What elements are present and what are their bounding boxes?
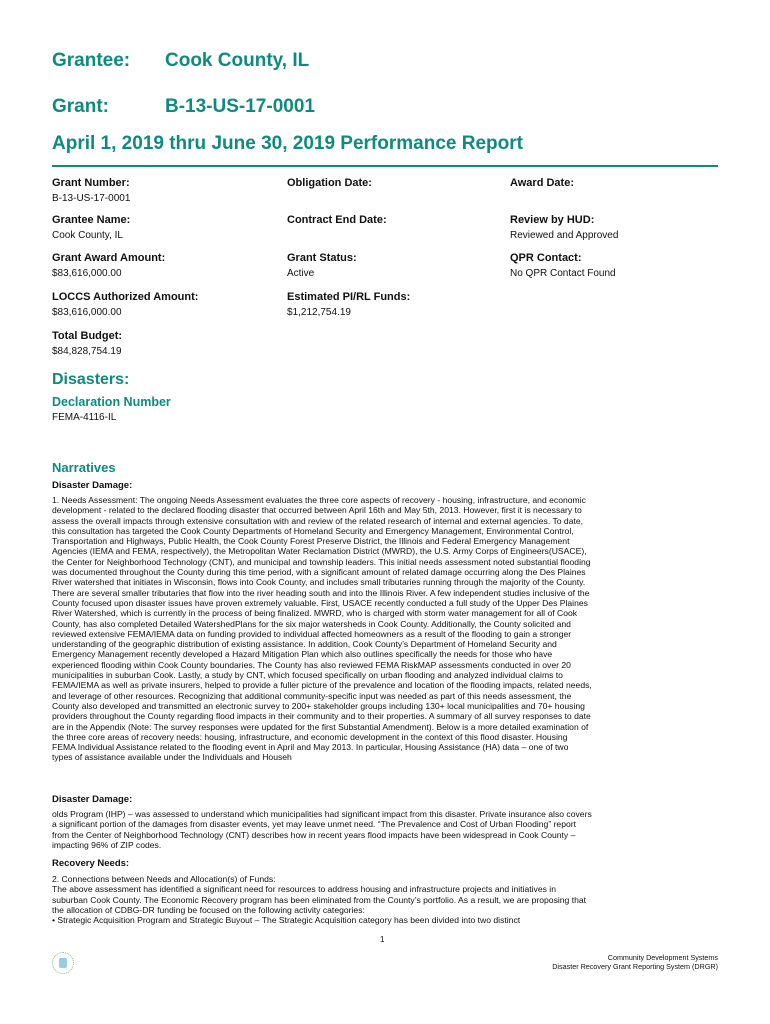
report-title: April 1, 2019 thru June 30, 2019 Performance Report [52, 133, 523, 154]
grant-status-label: Grant Status: [287, 252, 357, 264]
grant-number-value: B-13-US-17-0001 [52, 193, 131, 204]
total-budget-label: Total Budget: [52, 330, 123, 342]
award-date-label: Award Date: [510, 177, 574, 189]
contract-end-date-label: Contract End Date: [287, 214, 387, 226]
declaration-number-label: Declaration Number [52, 395, 171, 409]
narratives-heading: Narratives [52, 460, 116, 475]
estimated-pirl-funds-value: $1,212,754.19 [287, 307, 351, 318]
qpr-contact-label: QPR Contact: [510, 252, 582, 264]
recovery-needs-text: 2. Connections between Needs and Allocation(s) of Funds: The above assessment has identified a significant need for resources to address housing and infrastructure projects and initiatives in suburban Cook County. The Economic Recovery program has been eliminated from the County’s portfolio. As a result, we are proposing that the allocation of CDBG-DR funding be focused on the following activity categories: • Strategic Acquisition Program and Strategic Buyout – The Strategic Acquisition category has been divided into two distinct [52, 874, 587, 926]
loccs-authorized-amount-value: $83,616,000.00 [52, 307, 122, 318]
grant-status-value: Active [287, 268, 315, 279]
estimated-pirl-funds-label: Estimated PI/RL Funds: [287, 291, 411, 303]
grantee-label: Grantee: [52, 50, 131, 71]
disaster-damage-text-2: olds Program (IHP) – was assessed to understand which municipalities had significant impact from this disaster. Private insurance also covers a significant portion of the damages from disaster events, yet may leave unmet need. “The Prevalence and Cost of Urban Flooding” report from the Center of Neighborhood Technology (CNT) describes how in recent years flood impacts have been widespread in Cook County – impacting 96% of ZIP codes. [52, 809, 592, 850]
footer-line-2: Disaster Recovery Grant Reporting System (DRGR) [552, 962, 718, 971]
grantee-name-value: Cook County, IL [52, 230, 123, 241]
declaration-number-value: FEMA-4116-IL [52, 412, 117, 423]
qpr-contact-value: No QPR Contact Found [510, 268, 616, 279]
total-budget-value: $84,828,754.19 [52, 346, 122, 357]
grant-award-amount-value: $83,616,000.00 [52, 268, 122, 279]
recovery-needs-label: Recovery Needs: [52, 858, 130, 869]
page-number: 1 [380, 935, 385, 944]
grant-award-amount-label: Grant Award Amount: [52, 252, 166, 264]
grantee-value: Cook County, IL [165, 50, 310, 71]
review-by-hud-value: Reviewed and Approved [510, 230, 619, 241]
header-divider [52, 165, 718, 167]
disaster-damage-label-1: Disaster Damage: [52, 480, 133, 491]
obligation-date-label: Obligation Date: [287, 177, 372, 189]
disaster-damage-text-1: 1. Needs Assessment: The ongoing Needs Assessment evaluates the three core aspects of recovery - housing, infrastructure, and economic development - related to the declared flooding disaster that occurred between April 16th and May 5th, 2013. However, first it is necessary to assess the overall impacts through extensive consultation with and review of the related research of internal and external agencies. To date, this consultation has targeted the Cook County Departments of Homeland Security and Emergency Management, Environmental Control, Transportation and Highways, Public Health, the Cook County Forest Preserve District, the Illinois and Federal Emergency Management Agencies (IEMA and FEMA, respectively), the Metropolitan Water Reclamation District (MWRD), the U.S. Army Corps of Engineers(USACE), the Center for Neighborhood Technology (CNT), and municipal and township leaders. This initial needs assessment noted substantial flooding was documented throughout the County during this time period, with a significant amount of related damage occurring along the Des Plaines River watershed that initiates in Wisconsin, flows into Cook County, and includes small tributaries running through the majority of the County. There are several smaller tributaries that flow into the river heading south and into the Illinois River. A few independent studies inclusive of the County focused upon disaster issues have proven extremely valuable. First, USACE recently conducted a full study of the Upper Des Plaines River Watershed, which is currently in the process of being finalized. MWRD, who is charged with storm water management for all of Cook County, has also completed Detailed WatershedPlans for the six major watersheds in Cook County. Additionally, the County solicited and reviewed extensive FEMA/IEMA data on funding provided to individual affected homeowners as a result of the flooding to gain a stronger understanding of the geographic distribution of existing assistance. In addition, Cook County’s Department of Homeland Security and Emergency Management recently developed a Hazard Mitigation Plan which also outlines specifically the needs for those who have experienced flooding within Cook County boundaries. The County has also reviewed FEMA RiskMAP assessments conducted in over 20 municipalities in suburban Cook. Lastly, a study by CNT, which focused specifically on urban flooding and analyzed individual claims to FEMA/IEMA as well as private insurers, helped to provide a fuller picture of the prevalence and location of the flooding impacts, related needs, and leverage of other resources. Recognizing that additional community-specific input was needed as part of this needs assessment, the County also developed and transmitted an electronic survey to 200+ stakeholder groups including 130+ local municipalities and 70+ housing providers throughout the County regarding flood impacts in their community and to their properties. A summary of all survey responses to date are in the Appendix (Note: The survey responses were updated for the first Substantial Amendment). Below is a more detailed examination of the three core areas of recovery needs: housing, infrastructure, and economic development in the context of this flood disaster. Housing FEMA Individual Assistance related to the flooding event in April and May 2013. In particular, Housing Assistance (HA) data – one of two types of assistance available under the Individuals and Househ [52, 495, 592, 763]
grant-number-label: Grant Number: [52, 177, 130, 189]
review-by-hud-label: Review by HUD: [510, 214, 595, 226]
hud-seal-icon [52, 952, 74, 974]
loccs-authorized-amount-label: LOCCS Authorized Amount: [52, 291, 199, 303]
footer-line-1: Community Development Systems [607, 953, 718, 962]
grant-value: B-13-US-17-0001 [165, 96, 315, 117]
disasters-heading: Disasters: [52, 371, 130, 388]
grant-label: Grant: [52, 96, 109, 117]
disaster-damage-label-2: Disaster Damage: [52, 794, 133, 805]
grantee-name-label: Grantee Name: [52, 214, 131, 226]
